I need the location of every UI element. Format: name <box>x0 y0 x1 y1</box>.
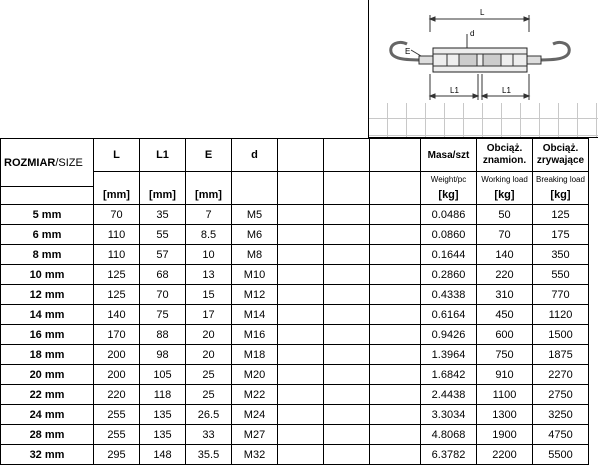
empty-cell <box>370 205 421 225</box>
d-cell: M16 <box>232 325 278 345</box>
L-cell: 125 <box>94 285 140 305</box>
L1-cell: 105 <box>140 365 186 385</box>
working-load-cell: 1300 <box>477 405 533 425</box>
table-row <box>1 385 589 405</box>
unit-kg-work: [kg] <box>477 187 533 205</box>
table-row <box>1 305 589 325</box>
breaking-load-cell: 770 <box>533 285 589 305</box>
col-d-header: d <box>232 139 278 172</box>
d-cell: M18 <box>232 345 278 365</box>
working-load-cell: 1900 <box>477 425 533 445</box>
working-load-cell: 220 <box>477 265 533 285</box>
empty-cell <box>278 425 324 445</box>
L1-cell: 135 <box>140 425 186 445</box>
table-row <box>1 225 589 245</box>
L1-cell: 88 <box>140 325 186 345</box>
L1-cell: 70 <box>140 285 186 305</box>
table-row <box>1 265 589 285</box>
d-cell: M20 <box>232 365 278 385</box>
spec-table <box>0 138 589 465</box>
size-cell: 28 mm <box>1 425 94 445</box>
E-cell: 7 <box>186 205 232 225</box>
L1-cell: 75 <box>140 305 186 325</box>
working-load-cell: 910 <box>477 365 533 385</box>
L-cell: 125 <box>94 265 140 285</box>
L-cell: 140 <box>94 305 140 325</box>
mass-cell: 4.8068 <box>421 425 477 445</box>
empty-cell <box>370 385 421 405</box>
table-row <box>1 205 589 225</box>
empty-cell <box>324 365 370 385</box>
empty-cell <box>278 285 324 305</box>
breaking-sub: Breaking load <box>533 172 589 187</box>
unit-mm-L: [mm] <box>94 187 140 205</box>
L-cell: 110 <box>94 225 140 245</box>
empty-cell <box>278 225 324 245</box>
breaking-load-cell: 2270 <box>533 365 589 385</box>
empty-cell <box>370 265 421 285</box>
unit-mm-L1: [mm] <box>140 187 186 205</box>
E-cell: 26.5 <box>186 405 232 425</box>
working-sub: Working load <box>477 172 533 187</box>
empty-cell <box>370 225 421 245</box>
empty-cell <box>324 305 370 325</box>
empty-cell <box>278 445 324 465</box>
breaking-load-cell: 3250 <box>533 405 589 425</box>
L1-cell: 55 <box>140 225 186 245</box>
E-cell: 17 <box>186 305 232 325</box>
empty-cell <box>324 385 370 405</box>
L1-cell: 98 <box>140 345 186 365</box>
E-cell: 25 <box>186 385 232 405</box>
L-cell: 255 <box>94 425 140 445</box>
table-row <box>1 405 589 425</box>
E-cell: 25 <box>186 365 232 385</box>
breaking-load-cell: 350 <box>533 245 589 265</box>
L1-cell: 57 <box>140 245 186 265</box>
working-load-cell: 2200 <box>477 445 533 465</box>
col-L-header: L <box>94 139 140 172</box>
mass-cell: 1.6842 <box>421 365 477 385</box>
empty-cell <box>278 405 324 425</box>
table-row <box>1 325 589 345</box>
size-cell: 16 mm <box>1 325 94 345</box>
empty-cell <box>370 245 421 265</box>
size-cell: 22 mm <box>1 385 94 405</box>
d-cell: M8 <box>232 245 278 265</box>
empty-cell <box>370 445 421 465</box>
turnbuckle-diagram <box>369 0 598 103</box>
working-load-cell: 140 <box>477 245 533 265</box>
size-cell: 32 mm <box>1 445 94 465</box>
unit-mm-E: [mm] <box>186 187 232 205</box>
size-cell: 10 mm <box>1 265 94 285</box>
d-cell: M5 <box>232 205 278 225</box>
empty-cell <box>370 285 421 305</box>
col-L1-header: L1 <box>140 139 186 172</box>
d-cell: M22 <box>232 385 278 405</box>
breaking-load-cell: 1500 <box>533 325 589 345</box>
L-cell: 110 <box>94 245 140 265</box>
unit-kg-mass: [kg] <box>421 187 477 205</box>
breaking-load-cell: 5500 <box>533 445 589 465</box>
empty-cell <box>370 405 421 425</box>
label-L1-right: L1 <box>502 86 511 95</box>
empty-cell <box>278 385 324 405</box>
breaking-load-cell: 2750 <box>533 385 589 405</box>
mass-cell: 1.3964 <box>421 345 477 365</box>
E-cell: 15 <box>186 285 232 305</box>
empty-cell <box>324 245 370 265</box>
working-load-cell: 70 <box>477 225 533 245</box>
E-cell: 35.5 <box>186 445 232 465</box>
empty-cell <box>370 365 421 385</box>
empty-cell <box>324 265 370 285</box>
label-d: d <box>470 29 475 38</box>
mass-cell: 0.4338 <box>421 285 477 305</box>
L1-cell: 135 <box>140 405 186 425</box>
L1-cell: 148 <box>140 445 186 465</box>
empty-cell <box>278 305 324 325</box>
mass-sub: Weight/pc <box>421 172 477 187</box>
breaking-load-cell: 4750 <box>533 425 589 445</box>
d-cell: M14 <box>232 305 278 325</box>
empty-cell <box>370 345 421 365</box>
E-cell: 13 <box>186 265 232 285</box>
size-header: ROZMIAR/SIZE <box>1 139 94 187</box>
empty-cell <box>278 365 324 385</box>
d-cell: M32 <box>232 445 278 465</box>
mass-cell: 0.2860 <box>421 265 477 285</box>
L1-cell: 35 <box>140 205 186 225</box>
table-row <box>1 425 589 445</box>
empty-cell <box>324 345 370 365</box>
L-cell: 170 <box>94 325 140 345</box>
breaking-load-cell: 125 <box>533 205 589 225</box>
empty-cell <box>278 265 324 285</box>
mass-cell: 6.3782 <box>421 445 477 465</box>
unit-L <box>94 172 140 187</box>
unit-kg-break: [kg] <box>533 187 589 205</box>
unit-L1 <box>140 172 186 187</box>
size-cell: 14 mm <box>1 305 94 325</box>
empty-cell <box>278 325 324 345</box>
label-L1-left: L1 <box>450 86 459 95</box>
d-cell: M27 <box>232 425 278 445</box>
empty-cell <box>324 205 370 225</box>
L1-cell: 118 <box>140 385 186 405</box>
E-cell: 8.5 <box>186 225 232 245</box>
size-cell: 5 mm <box>1 205 94 225</box>
empty-cell <box>278 205 324 225</box>
size-cell: 18 mm <box>1 345 94 365</box>
table-row <box>1 365 589 385</box>
E-cell: 20 <box>186 345 232 365</box>
empty-cell <box>324 285 370 305</box>
breaking-load-cell: 1120 <box>533 305 589 325</box>
working-load-cell: 750 <box>477 345 533 365</box>
d-cell: M24 <box>232 405 278 425</box>
empty-cell <box>370 305 421 325</box>
turnbuckle-drawing <box>368 0 598 138</box>
L-cell: 295 <box>94 445 140 465</box>
mass-cell: 0.9426 <box>421 325 477 345</box>
working-load-cell: 50 <box>477 205 533 225</box>
mass-cell: 3.3034 <box>421 405 477 425</box>
working-load-cell: 310 <box>477 285 533 305</box>
table-row <box>1 285 589 305</box>
label-E: E <box>405 47 411 56</box>
table-row <box>1 345 589 365</box>
table-row <box>1 445 589 465</box>
empty-cell <box>324 225 370 245</box>
L-cell: 70 <box>94 205 140 225</box>
size-cell: 20 mm <box>1 365 94 385</box>
empty-cell <box>324 405 370 425</box>
empty-cell <box>324 425 370 445</box>
L-cell: 200 <box>94 345 140 365</box>
breaking-load-cell: 550 <box>533 265 589 285</box>
breaking-load-cell: 1875 <box>533 345 589 365</box>
mass-cell: 2.4438 <box>421 385 477 405</box>
E-cell: 10 <box>186 245 232 265</box>
d-cell: M12 <box>232 285 278 305</box>
empty-cell <box>278 245 324 265</box>
working-load-cell: 600 <box>477 325 533 345</box>
size-cell: 8 mm <box>1 245 94 265</box>
mass-cell: 0.1644 <box>421 245 477 265</box>
L-cell: 255 <box>94 405 140 425</box>
empty-cell <box>370 325 421 345</box>
unit-E <box>186 172 232 187</box>
working-load-header: Obciąż. znamion. <box>477 139 533 172</box>
d-cell: M10 <box>232 265 278 285</box>
mass-cell: 0.6164 <box>421 305 477 325</box>
breaking-load-cell: 175 <box>533 225 589 245</box>
mass-cell: 0.0486 <box>421 205 477 225</box>
empty-cell <box>324 325 370 345</box>
L-cell: 220 <box>94 385 140 405</box>
size-cell: 24 mm <box>1 405 94 425</box>
mass-header: Masa/szt <box>421 139 477 172</box>
size-cell: 12 mm <box>1 285 94 305</box>
table-row <box>1 245 589 265</box>
col-E-header: E <box>186 139 232 172</box>
working-load-cell: 1100 <box>477 385 533 405</box>
L1-cell: 68 <box>140 265 186 285</box>
label-L: L <box>480 8 485 17</box>
E-cell: 20 <box>186 325 232 345</box>
breaking-load-header: Obciąż. zrywające <box>533 139 589 172</box>
empty-cell <box>278 345 324 365</box>
mass-cell: 0.0860 <box>421 225 477 245</box>
size-cell: 6 mm <box>1 225 94 245</box>
empty-cell <box>324 445 370 465</box>
working-load-cell: 450 <box>477 305 533 325</box>
L-cell: 200 <box>94 365 140 385</box>
E-cell: 33 <box>186 425 232 445</box>
empty-cell <box>370 425 421 445</box>
d-cell: M6 <box>232 225 278 245</box>
